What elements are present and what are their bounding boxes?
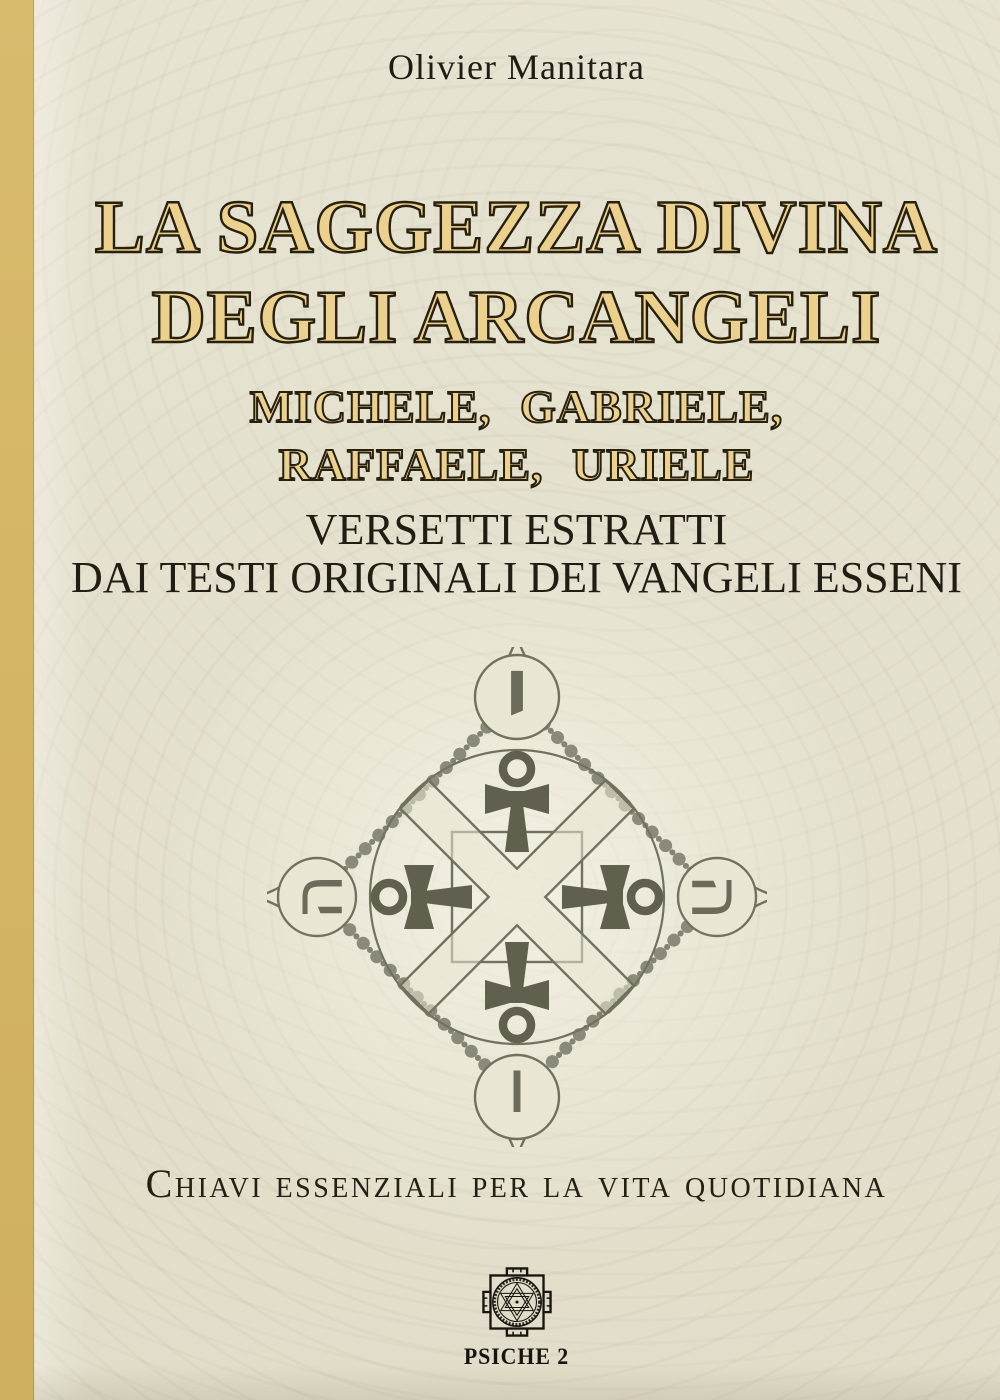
ankh-icon-right — [562, 865, 659, 929]
publisher-name: PSICHE 2 — [463, 1344, 570, 1369]
hebrew-letter-vav: ו — [506, 1052, 527, 1142]
tetragrammaton-emblem-icon — [267, 647, 767, 1147]
tagline-line-1: VERSETTI ESTRATTI — [305, 505, 728, 554]
archangel-names — [33, 378, 1000, 494]
hebrew-letter-he-right: ה — [674, 873, 759, 921]
sri-yantra-icon — [478, 1263, 556, 1341]
hebrew-letter-he-left: ה — [274, 873, 359, 921]
ankh-icon-bottom — [485, 942, 549, 1039]
ankh-icon-left — [375, 865, 472, 929]
tagline-line-2: DAI TESTI ORIGINALI DEI VANGELI ESSENI — [71, 553, 962, 602]
title-line-1: LA SAGGEZZA DIVINA — [94, 186, 939, 269]
archangels-line-1: MICHELE, GABRIELE, — [249, 381, 784, 432]
footer-tagline: Chiavi essenziali per la vita quotidiana — [145, 1161, 888, 1206]
title-line-2: DEGLI ARCANGELI — [151, 276, 882, 359]
book-title — [33, 183, 1000, 363]
archangels-line-2: RAFFAELE, URIELE — [278, 439, 755, 490]
cover-content — [33, 0, 1000, 1400]
spine-stripe — [0, 0, 34, 1400]
subtitle-tagline — [33, 506, 1000, 602]
author-name: Olivier Manitara — [388, 47, 645, 87]
hebrew-letter-yod: י — [501, 647, 532, 773]
